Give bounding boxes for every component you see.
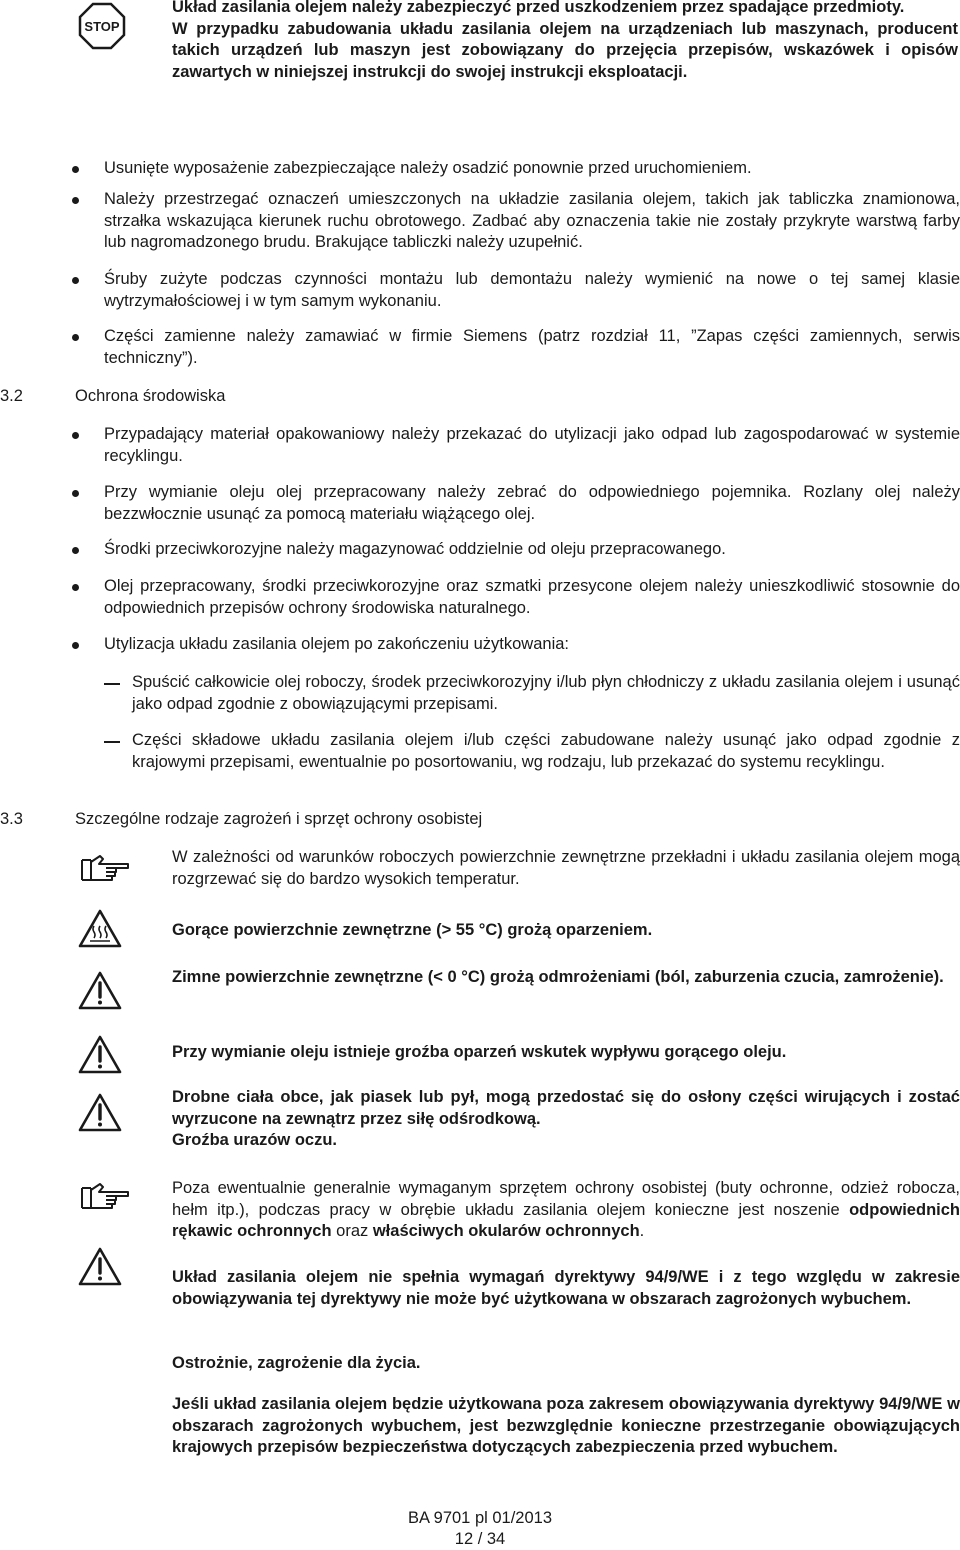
- bullet-item-waste-oil: Olej przepracowany, środki przeciwkorozyjne oraz szmatki przesycone olejem należy unieszkodliwić stosownie do odpowiednich przepisów ochrony środowiska naturalnego.: [104, 577, 960, 617]
- ppe-text-1: Poza ewentualnie generalnie wymaganym sprzętem ochrony osobistej (buty ochronne, odzież robocza, hełm itp.), podczas pracy w obrębie układu zasilania olejem konieczne jest noszenie: [172, 1179, 960, 1219]
- ppe-text-3: .: [639, 1222, 645, 1240]
- section-number: 3.2: [0, 387, 23, 405]
- bullet-item-packaging: Przypadający materiał opakowaniowy należy przekazać do utylizacji jako odpad lub zagospodarować w systemie recyklingu.: [104, 425, 960, 465]
- bullet-marker: [72, 547, 79, 554]
- stop-notice-line-2: W przypadku zabudowania układu zasilania olejem na urządzeniach lub maszynach, producent takich urządzeń lub maszyn jest zobowiązany do przejęcia przepisów, wskazówek i opisów zawartych w niniejszej instrukcji do swojej instrukcji eksploatacji.: [172, 19, 958, 81]
- bullet-item-spare-parts: Części zamienne należy zamawiać w firmie Siemens (patrz rozdział 11, ”Zapas części zamiennych, serwis techniczny”).: [104, 327, 960, 367]
- stop-sign-label: STOP: [84, 19, 120, 34]
- bullet-marker: [72, 166, 79, 173]
- warning-triangle-icon: [78, 970, 122, 1012]
- pointing-hand-icon: [78, 850, 134, 890]
- ppe-goggles: właściwych okularów ochronnych: [372, 1222, 640, 1240]
- bullet-item-screws: Śruby zużyte podczas czynności montażu lub demontażu należy wymienić na nowe o tej samej klasie wytrzymałościowej i w tym samym wykonaniu.: [104, 270, 960, 310]
- dash-item-drain-oil: Spuścić całkowicie olej roboczy, środek przeciwkorozyjny i/lub płyn chłodniczy z układu zasilania olejem i usunąć jako odpad zgodnie z obowiązującymi przepisami.: [132, 673, 960, 713]
- warning-atex: Układ zasilania olejem nie spełnia wymagań dyrektywy 94/9/WE i z tego względu w zakresie obowiązywania tej dyrektywy nie może być użytkowana w obszarach zagrożonych wybuchem.: [172, 1268, 960, 1308]
- warning-hot-surfaces: Gorące powierzchnie zewnętrzne (> 55 °C) grożą oparzeniem.: [172, 921, 653, 939]
- bullet-marker: [72, 197, 79, 204]
- bullet-item-safety-equipment: Usunięte wyposażenie zabezpieczające należy osadzić ponownie przed uruchomieniem.: [104, 159, 752, 177]
- dash-item-components: Części składowe układu zasilania olejem i/lub części zabudowane należy usunąć jako odpad zgodnie z krajowymi przepisami, ewentualnie po posortowaniu, wg rodzaju, lub przekazać do systemu recyklingu.: [132, 731, 960, 771]
- warning-foreign-bodies-text: Drobne ciała obce, jak piasek lub pył, mogą przedostać się do osłony części wirujących i zostać wyrzucone na zewnątrz przez siłę odśrodkową.: [172, 1088, 960, 1128]
- bullet-item-markings: Należy przestrzegać oznaczeń umieszczonych na układzie zasilania olejem, takich jak tabliczka znamionowa, strzałka wskazująca kierunek ruchu obrotowego. Zadbać aby oznaczenia takie nie zostały przykryte warstwą farby lub nagromadzonego brudu. Brakujące tabliczki należy uzupełnić.: [104, 190, 960, 251]
- ppe-text-2: oraz: [331, 1222, 373, 1240]
- warning-triangle-icon: [78, 1034, 122, 1076]
- bullet-marker: [72, 334, 79, 341]
- section-heading-3-3: [0, 809, 483, 831]
- stop-sign-icon: [78, 2, 126, 50]
- bullet-item-anticorrosion: Środki przeciwkorozyjne należy magazynować oddzielnie od oleju przepracowanego.: [104, 540, 726, 558]
- warning-triangle-icon: [78, 1246, 122, 1288]
- pointing-hand-icon: [78, 1178, 134, 1218]
- section-title: Ochrona środowiska: [75, 387, 226, 405]
- warning-oil-burns: Przy wymianie oleju istnieje groźba oparzeń wskutek wypływu gorącego oleju.: [172, 1043, 787, 1061]
- hot-surface-warning-icon: [78, 908, 122, 950]
- bullet-marker: [72, 432, 79, 439]
- warning-cold-surfaces: Zimne powierzchnie zewnętrzne (< 0 °C) grożą odmrożeniami (ból, zaburzenia czucia, zamrożenie).: [172, 968, 944, 986]
- bullet-marker: [72, 277, 79, 284]
- ppe-gloves: odpowiednich rękawic ochronnych: [172, 1200, 960, 1240]
- section-title: Szczególne rodzaje zagrożeń i sprzęt ochrony osobistej: [75, 810, 483, 828]
- warning-eye-injury: Groźba urazów oczu.: [172, 1131, 338, 1149]
- warning-foreign-bodies: [172, 1087, 960, 1152]
- caution-danger-to-life: Ostrożnie, zagrożenie dla życia.: [172, 1354, 421, 1372]
- dash-marker: [104, 741, 120, 743]
- note-protective-equipment: [172, 1178, 960, 1243]
- footer-doc-id: BA 9701 pl 01/2013: [407, 1509, 553, 1527]
- stop-notice: [172, 0, 958, 83]
- bullet-item-oil-change: Przy wymianie oleju olej przepracowany należy zebrać do odpowiedniego pojemnika. Rozlany olej należy bezzwłocznie usunąć za pomocą materiału wiążącego olej.: [104, 483, 960, 523]
- bullet-marker: [72, 642, 79, 649]
- note-hot-surfaces: W zależności od warunków roboczych powierzchnie zewnętrzne przekładni i układu zasilania olejem mogą rozgrzewać się do bardzo wysokich temperatur.: [172, 848, 960, 888]
- section-heading-3-2: [0, 386, 226, 408]
- dash-marker: [104, 683, 120, 685]
- footer-page-number: 12 / 34: [454, 1530, 506, 1548]
- warning-triangle-icon: [78, 1092, 122, 1134]
- note-atex-outside-scope: Jeśli układ zasilania olejem będzie użytkowana poza zakresem obowiązywania dyrektywy 94/9/WE w obszarach zagrożonych wybuchem, jest bezwzględnie konieczne przestrzeganie obowiązujących krajowych przepisów bezpieczeństwa dotyczących zabezpieczenia przed wybuchem.: [172, 1395, 960, 1456]
- bullet-marker: [72, 490, 79, 497]
- bullet-item-disposal: Utylizacja układu zasilania olejem po zakończeniu użytkowania:: [104, 635, 569, 653]
- stop-notice-line-1: Układ zasilania olejem należy zabezpieczyć przed uszkodzeniem przez spadające przedmioty.: [172, 0, 905, 16]
- bullet-marker: [72, 584, 79, 591]
- section-number: 3.3: [0, 810, 23, 828]
